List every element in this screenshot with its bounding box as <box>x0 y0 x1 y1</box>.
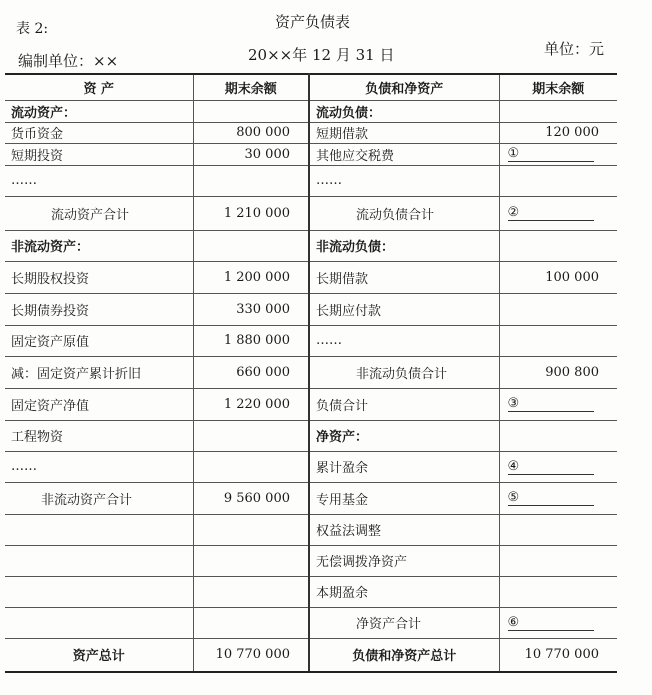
asset-value: 1 880 000 <box>193 325 309 356</box>
liability-item: 短期借款 <box>309 122 499 143</box>
liability-value-blank <box>499 143 617 165</box>
assets-total-value: 10 770 000 <box>193 638 309 672</box>
liabilities-total-value: 10 770 000 <box>499 638 617 672</box>
liability-value <box>499 514 617 545</box>
column-header-assets-balance: 期末余额 <box>193 74 309 100</box>
table-header-row <box>5 74 617 100</box>
asset-value: 800 000 <box>193 122 309 143</box>
fill-in-blank-2: ② <box>508 206 594 221</box>
liability-item: 专用基金 <box>309 482 499 514</box>
liability-item: 流动负债： <box>309 100 499 122</box>
report-date: 20××年 12 月 31 日 <box>248 46 395 64</box>
asset-item: …… <box>5 165 193 196</box>
asset-item: 长期债券投资 <box>5 293 193 325</box>
liability-value-blank <box>499 388 617 420</box>
asset-value <box>193 100 309 122</box>
table-row <box>5 293 617 325</box>
table-row <box>5 325 617 356</box>
fill-in-blank-3: ③ <box>508 397 594 412</box>
liability-value-blank <box>499 482 617 514</box>
liability-item: 本期盈余 <box>309 576 499 607</box>
table-row <box>5 356 617 388</box>
liability-item: 累计盈余 <box>309 451 499 482</box>
table-row <box>5 196 617 230</box>
asset-item: 长期股权投资 <box>5 261 193 293</box>
asset-item <box>5 607 193 638</box>
asset-item: 货币资金 <box>5 122 193 143</box>
asset-item <box>5 545 193 576</box>
liability-value <box>499 545 617 576</box>
asset-item: 减：固定资产累计折旧 <box>5 356 193 388</box>
asset-value: 30 000 <box>193 143 309 165</box>
asset-item: 流动资产： <box>5 100 193 122</box>
asset-value: 1 210 000 <box>193 196 309 230</box>
asset-value <box>193 514 309 545</box>
table-row <box>5 420 617 451</box>
liability-value: 120 000 <box>499 122 617 143</box>
preparing-organization: 编制单位：×× <box>18 52 119 70</box>
asset-item: …… <box>5 451 193 482</box>
liability-value-blank <box>499 607 617 638</box>
page-title: 资产负债表 <box>275 13 351 31</box>
liability-value <box>499 420 617 451</box>
table-row <box>5 545 617 576</box>
assets-total-label: 资产总计 <box>5 638 193 672</box>
table-row <box>5 607 617 638</box>
liability-value: 900 800 <box>499 356 617 388</box>
table-row <box>5 143 617 165</box>
liability-value <box>499 576 617 607</box>
asset-item: 短期投资 <box>5 143 193 165</box>
asset-item: 非流动资产： <box>5 230 193 261</box>
asset-value <box>193 230 309 261</box>
asset-value <box>193 420 309 451</box>
column-header-liabilities: 负债和净资产 <box>309 74 499 100</box>
table-row <box>5 388 617 420</box>
table-row <box>5 165 617 196</box>
table-row <box>5 451 617 482</box>
liability-value <box>499 325 617 356</box>
table-row <box>5 576 617 607</box>
asset-value <box>193 165 309 196</box>
liability-item: …… <box>309 165 499 196</box>
asset-value: 1 200 000 <box>193 261 309 293</box>
liability-value <box>499 165 617 196</box>
liability-item: 非流动负债： <box>309 230 499 261</box>
liability-item: 净资产： <box>309 420 499 451</box>
liability-subtotal: 净资产合计 <box>309 607 499 638</box>
fill-in-blank-4: ④ <box>508 460 594 475</box>
balance-sheet-table <box>5 73 617 673</box>
asset-value: 330 000 <box>193 293 309 325</box>
asset-item <box>5 514 193 545</box>
table-row <box>5 122 617 143</box>
asset-value: 660 000 <box>193 356 309 388</box>
column-header-liabilities-balance: 期末余额 <box>499 74 617 100</box>
fill-in-blank-5: ⑤ <box>508 491 594 506</box>
asset-value <box>193 607 309 638</box>
table-label: 表 2: <box>16 21 49 37</box>
liability-subtotal: 流动负债合计 <box>309 196 499 230</box>
asset-item: 工程物资 <box>5 420 193 451</box>
liability-value <box>499 230 617 261</box>
liability-value <box>499 100 617 122</box>
asset-item <box>5 576 193 607</box>
liability-item: …… <box>309 325 499 356</box>
column-header-assets: 资 产 <box>5 74 193 100</box>
liability-item: 负债合计 <box>309 388 499 420</box>
liability-value <box>499 293 617 325</box>
currency-unit: 单位：元 <box>544 40 605 58</box>
asset-value <box>193 545 309 576</box>
liability-value-blank <box>499 451 617 482</box>
table-row <box>5 514 617 545</box>
asset-item: 固定资产净值 <box>5 388 193 420</box>
asset-item: 固定资产原值 <box>5 325 193 356</box>
asset-subtotal: 流动资产合计 <box>5 196 193 230</box>
table-row <box>5 261 617 293</box>
liability-subtotal: 非流动负债合计 <box>309 356 499 388</box>
fill-in-blank-1: ① <box>508 147 594 162</box>
asset-value <box>193 576 309 607</box>
table-row <box>5 100 617 122</box>
fill-in-blank-6: ⑥ <box>508 616 594 631</box>
liability-item: 长期应付款 <box>309 293 499 325</box>
liability-item: 无偿调拨净资产 <box>309 545 499 576</box>
table-row <box>5 230 617 261</box>
table-total-row <box>5 638 617 672</box>
liability-value-blank <box>499 196 617 230</box>
liability-item: 长期借款 <box>309 261 499 293</box>
asset-value: 1 220 000 <box>193 388 309 420</box>
liability-value: 100 000 <box>499 261 617 293</box>
table-row <box>5 482 617 514</box>
asset-value: 9 560 000 <box>193 482 309 514</box>
liability-item: 其他应交税费 <box>309 143 499 165</box>
liabilities-total-label: 负债和净资产总计 <box>309 638 499 672</box>
asset-subtotal: 非流动资产合计 <box>5 482 193 514</box>
liability-item: 权益法调整 <box>309 514 499 545</box>
asset-value <box>193 451 309 482</box>
